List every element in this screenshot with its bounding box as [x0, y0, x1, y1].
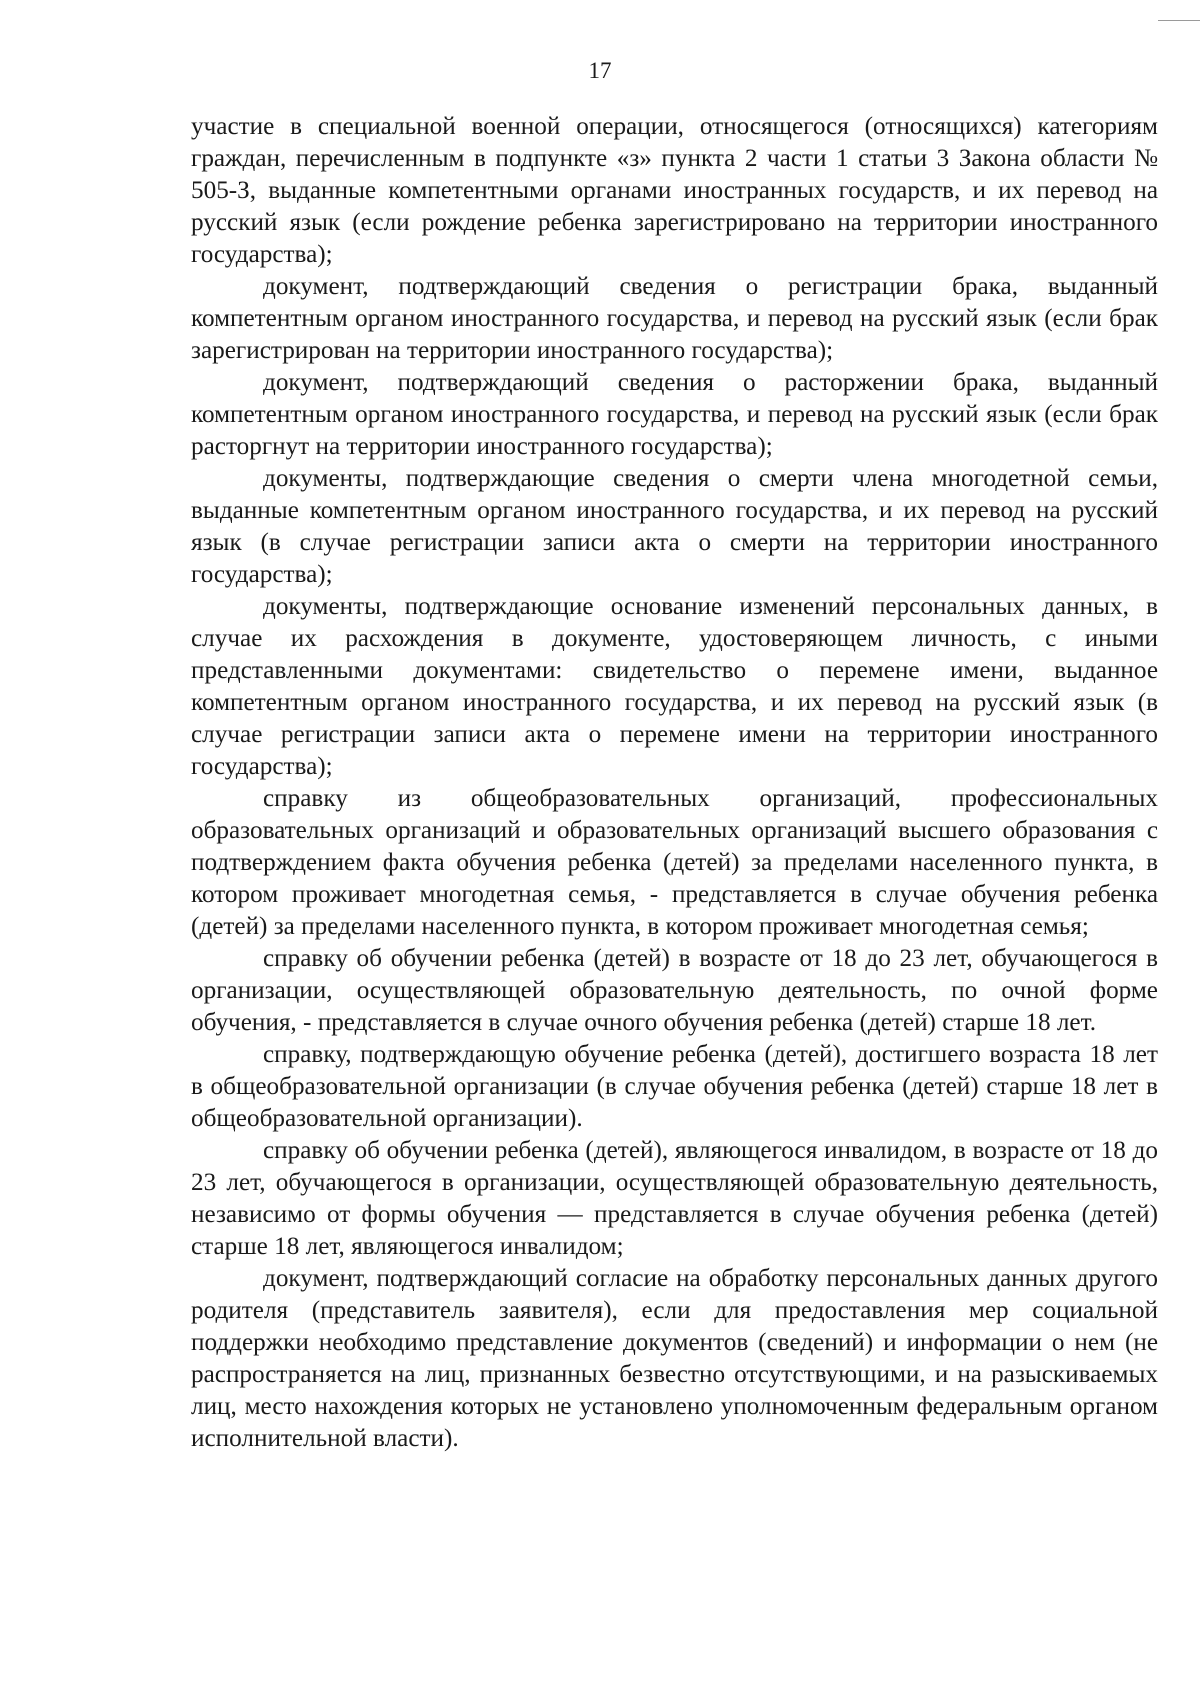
paragraph-full-time-study: справку об обучении ребенка (детей) в возрасте от 18 до 23 лет, обучающегося в организации, осуществляющей образовательную деятельность, по очной форме обучения, - представляется в случае очного обучения ребенка (детей) старше 18 лет.: [191, 945, 1158, 1036]
paragraph-continuation: участие в специальной военной операции, относящегося (относящихся) категориям граждан, перечисленным в подпункте «з» пункта 2 части 1 статьи 3 Закона области № 505-З, выданные компетентными органами иностранных государств, и их перевод на русский язык (если рождение ребенка зарегистрировано на территории иностранного государства);: [191, 113, 1158, 268]
paragraph-death-certificate: документы, подтверждающие сведения о смерти члена многодетной семьи, выданные компетентным органом иностранного государства, и их перевод на русский язык (в случае регистрации записи акта о смерти на территории иностранного государства);: [191, 465, 1158, 588]
paragraph-marriage-dissolution: документ, подтверждающий сведения о расторжении брака, выданный компетентным органом иностранного государства, и перевод на русский язык (если брак расторгнут на территории иностранного государства);: [191, 369, 1158, 460]
page-number: 17: [588, 58, 612, 83]
paragraph-data-processing-consent: документ, подтверждающий согласие на обработку персональных данных другого родителя (представитель заявителя), если для предоставления мер социальной поддержки необходимо представление документов (сведений) и информации о нем (не распространяется на лиц, признанных безвестно отсутствующими, и на разыскиваемых лиц, место нахождения которых не установлено уполномоченным федеральным органом исполнительной власти).: [191, 1265, 1158, 1452]
paragraph-personal-data-change: документы, подтверждающие основание изменений персональных данных, в случае их расхождения в документе, удостоверяющем личность, с иными представленными документами: свидетельство о перемене имени, выданное компетентным органом иностранного государства, и их перевод на русский язык (в случае регистрации записи акта о перемене имени на территории иностранного государства);: [191, 593, 1158, 780]
paragraph-disabled-child-study: справку об обучении ребенка (детей), являющегося инвалидом, в возрасте от 18 до 23 лет, обучающегося в организации, осуществляющей образовательную деятельность, независимо от формы обучения — представляется в случае обучения ребенка (детей) старше 18 лет, являющегося инвалидом;: [191, 1137, 1158, 1260]
paragraph-marriage-registration: документ, подтверждающий сведения о регистрации брака, выданный компетентным органом иностранного государства, и перевод на русский язык (если брак зарегистрирован на территории иностранного государства);: [191, 273, 1158, 364]
paragraph-general-education: справку, подтверждающую обучение ребенка (детей), достигшего возраста 18 лет в общеобразовательной организации (в случае обучения ребенка (детей) старше 18 лет в общеобразовательной организации).: [191, 1041, 1158, 1132]
document-body: [191, 111, 1158, 1455]
scan-edge-mark: [1158, 20, 1200, 21]
paragraph-education-outside-locality: справку из общеобразовательных организаций, профессиональных образовательных организаций и образовательных организаций высшего образования с подтверждением факта обучения ребенка (детей) за пределами населенного пункта, в котором проживает многодетная семья, - представляется в случае обучения ребенка (детей) за пределами населенного пункта, в котором проживает многодетная семья;: [191, 785, 1158, 940]
